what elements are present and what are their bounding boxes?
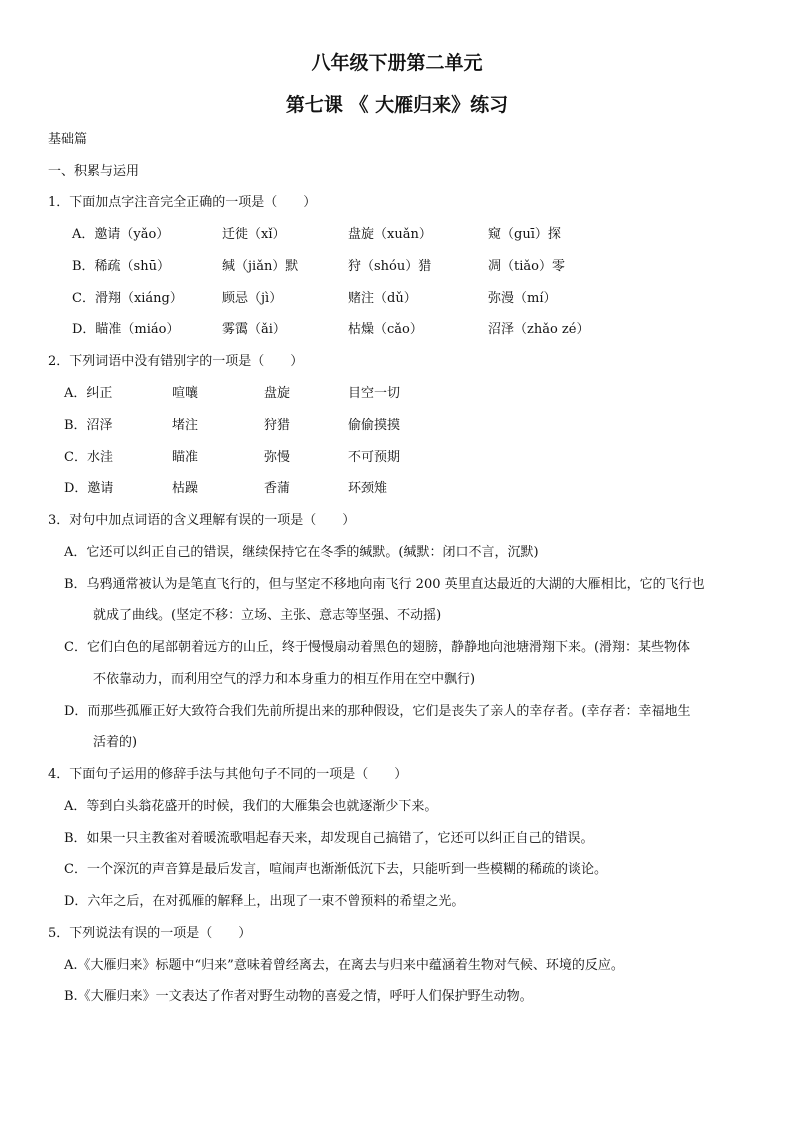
question-3-option-a: A．它还可以纠正自己的错误，继续保持它在冬季的缄默。(缄默：闭口不言，沉默)	[64, 545, 539, 560]
question-4-option-c: C．一个深沉的声音算是最后发言，喧闹声也渐渐低沉下去，只能听到一些模糊的稀疏的谈论。	[64, 862, 607, 877]
part-heading: 一、积累与运用	[48, 164, 140, 179]
option-item: 迁徙（xǐ）	[222, 227, 286, 242]
option-item: 堵注	[172, 418, 199, 433]
option-item: 环颈雉	[348, 481, 388, 496]
question-5-option-b: B.《大雁归来》一文表达了作者对野生动物的喜爱之情，呼吁人们保护野生动物。	[64, 989, 533, 1004]
lesson-title: 第七课 《 大雁归来》练习	[285, 94, 509, 116]
question-4-option-b: B．如果一只主教雀对着暖流歌唱起春天来，却发现自己搞错了，它还可以纠正自己的错误。	[64, 831, 594, 846]
option-item: 缄（jiǎn）默	[222, 259, 299, 274]
option-item: B．稀疏（shū）	[72, 259, 170, 274]
question-2-stem: 2．下列词语中没有错别字的一项是（ ）	[48, 354, 304, 369]
option-item: 枯躁	[172, 481, 199, 496]
question-3-option-d: D．而那些孤雁正好大致符合我们先前所提出来的那种假设，它们是丧失了亲人的幸存者。(幸存者：幸福地生	[64, 704, 691, 719]
question-4-option-d: D．六年之后，在对孤雁的解释上，出现了一束不曾预料的希望之光。	[64, 894, 465, 909]
option-item: 枯燥（cǎo）	[348, 322, 423, 337]
page-title: 八年级下册第二单元	[311, 52, 483, 74]
option-item: 盘旋（xuǎn）	[348, 227, 432, 242]
option-item: 香蒲	[264, 481, 291, 496]
option-item: 瞄准	[172, 450, 199, 465]
question-3-option-c: C．它们白色的尾部朝着远方的山丘，终于慢慢扇动着黑色的翅膀，静静地向池塘滑翔下来。(滑翔：某些物体	[64, 640, 691, 655]
question-3-option-b: B．乌鸦通常被认为是笔直飞行的，但与坚定不移地向南飞行 200 英里直达最近的大湖的大雁相比，它的飞行也	[64, 577, 705, 592]
option-item: 偷偷摸摸	[348, 418, 401, 433]
option-item: 不可预期	[348, 450, 401, 465]
question-5-stem: 5．下列说法有误的一项是（ ）	[48, 926, 252, 941]
section-label: 基础篇	[48, 132, 88, 147]
option-item: 沼泽（zhǎo zé）	[488, 322, 590, 337]
option-item: B．沼泽	[64, 418, 113, 433]
option-item: 弥慢	[264, 450, 291, 465]
question-5-option-a: A.《大雁归来》标题中“归来”意味着曾经离去，在离去与归来中蕴涵着生物对气候、环境的反应。	[64, 958, 624, 973]
option-item: 喧嚷	[172, 386, 199, 401]
option-item: 窥（guī）探	[488, 227, 561, 242]
option-item: D．瞄准（miáo）	[72, 322, 180, 337]
option-item: D．邀请	[64, 481, 114, 496]
option-item: A．纠正	[64, 386, 113, 401]
option-item: A．邀请（yǎo）	[72, 227, 170, 242]
question-3-option-d-continued: 活着的)	[93, 735, 138, 750]
question-4-option-a: A．等到白头翁花盛开的时候，我们的大雁集会也就逐渐少下来。	[64, 799, 438, 814]
option-item: 弥漫（mí）	[488, 291, 557, 306]
option-item: 盘旋	[264, 386, 291, 401]
option-item: 凋（tiǎo）零	[488, 259, 565, 274]
question-3-option-b-continued: 就成了曲线。(坚定不移：立场、主张、意志等坚强、不动摇)	[93, 608, 442, 623]
option-item: 目空一切	[348, 386, 401, 401]
option-item: C．滑翔（xiáng）	[72, 291, 183, 306]
question-3-option-c-continued: 不依靠动力，而利用空气的浮力和本身重力的相互作用在空中飘行)	[93, 672, 476, 687]
question-4-stem: 4．下面句子运用的修辞手法与其他句子不同的一项是（ ）	[48, 767, 408, 782]
question-1-stem: 1．下面加点字注音完全正确的一项是（ ）	[48, 195, 317, 210]
question-3-stem: 3．对句中加点词语的含义理解有误的一项是（ ）	[48, 513, 356, 528]
option-item: 顾忌（jì）	[222, 291, 283, 306]
option-item: 狩猎	[264, 418, 291, 433]
option-item: 雾霭（ǎi）	[222, 322, 286, 337]
option-item: 狩（shóu）猎	[348, 259, 432, 274]
option-item: 赌注（dǔ）	[348, 291, 417, 306]
option-item: C．水洼	[64, 450, 113, 465]
